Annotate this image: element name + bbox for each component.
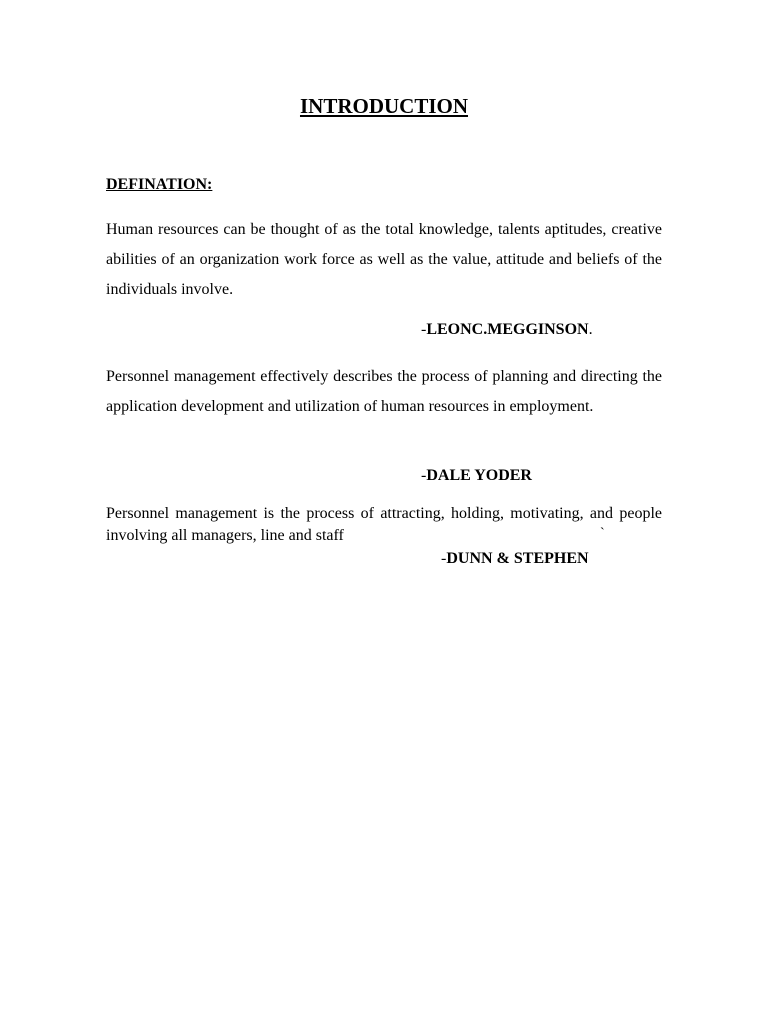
attribution-name: DUNN & STEPHEN	[446, 550, 589, 567]
stray-backtick-mark: `	[600, 526, 605, 541]
definition-paragraph-1: Human resources can be thought of as the total knowledge, talents aptitudes, creative abilities of an organization work force as well as the value, attitude and beliefs of the individuals involve.	[106, 221, 662, 298]
page-title: INTRODUCTION	[299, 94, 469, 118]
definition-paragraph-2: Personnel management effectively describes the process of planning and directing the application development and utilization of human resources in employment.	[106, 368, 662, 415]
attribution-dash: -	[441, 550, 447, 567]
attribution-name: DALE YODER	[426, 467, 532, 484]
attribution-dash: -	[421, 321, 427, 338]
attribution-2	[421, 466, 532, 486]
attribution-dash: -	[421, 467, 427, 484]
definition-paragraph-3: Personnel management is the process of attracting, holding, motivating, and people involving all managers, line and staff	[106, 505, 662, 544]
attribution-suffix: .	[588, 321, 593, 338]
attribution-1	[421, 320, 593, 340]
section-heading: DEFINATION:	[106, 176, 213, 193]
attribution-3	[441, 549, 589, 569]
attribution-name: LEONC.MEGGINSON	[426, 321, 589, 338]
